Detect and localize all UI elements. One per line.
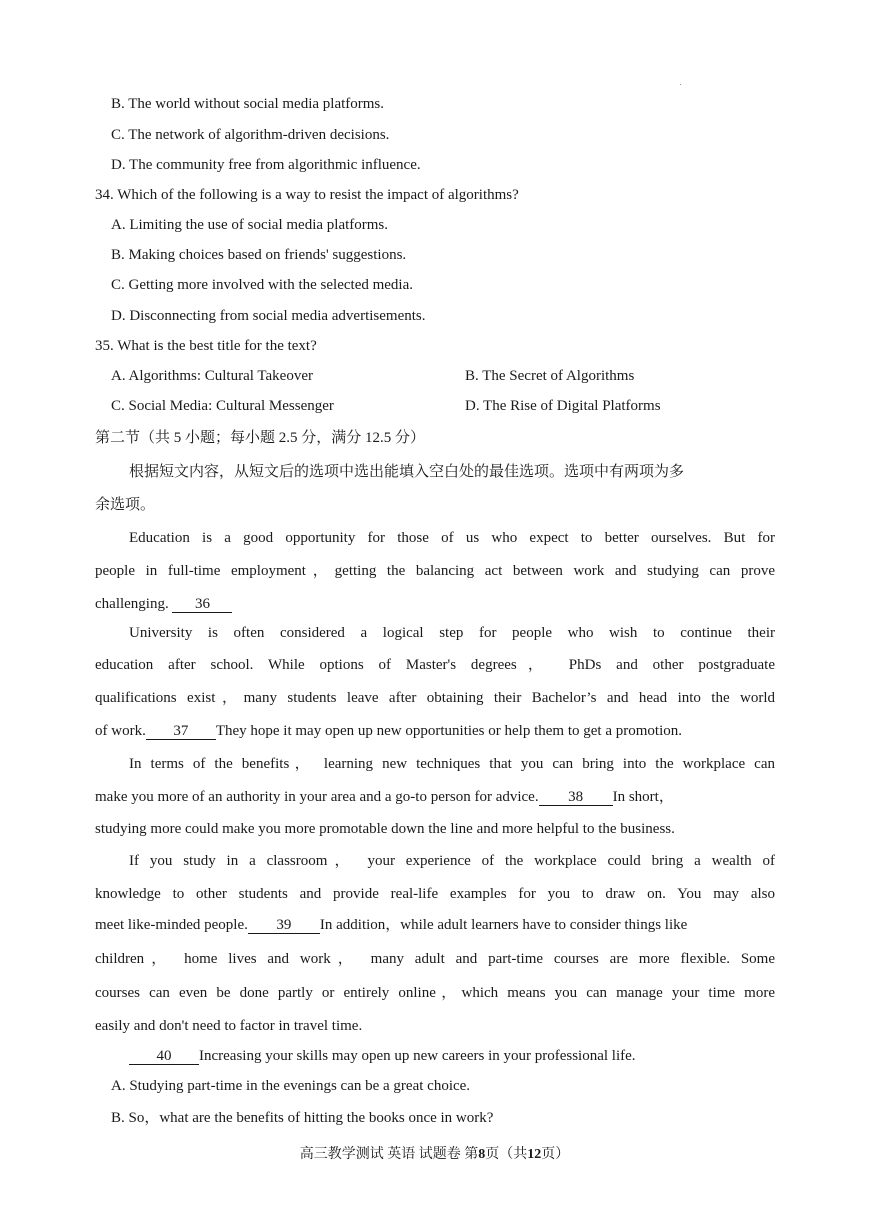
passage-p4-line6: easily and don't need to factor in travel time.	[95, 1018, 363, 1034]
q35-stem: 35. What is the best title for the text?	[95, 338, 317, 354]
passage-p4-line3	[95, 915, 687, 935]
q33-option-d: D. The community free from algorithmic influence.	[111, 157, 421, 173]
passage-p4-line4: children， home lives and work， many adult and part-time courses are more flexible. Some	[95, 951, 775, 967]
passage-text: In addition，while adult learners have to consider things like	[319, 917, 688, 933]
passage-p3-line3: studying more could make you more promotable down the line and more helpful to the business.	[95, 821, 675, 837]
passage-text: In short，	[612, 789, 674, 805]
footer-text: 高三教学测试 英语 试题卷 第	[299, 1147, 479, 1162]
q33-option-b: B. The world without social media platforms.	[111, 96, 385, 112]
footer-text: 页（共	[485, 1147, 528, 1162]
footer-total-pages: 12	[527, 1147, 542, 1162]
q35-option-b: B. The Secret of Algorithms	[465, 368, 635, 384]
passage-p1-line2: people in full-time employment，getting the balancing act between work and studying can prove	[95, 563, 775, 579]
answer-option-a: A. Studying part-time in the evenings can be a great choice.	[111, 1078, 471, 1094]
passage-text: of work.	[95, 723, 146, 739]
q33-option-c: C. The network of algorithm-driven decisions.	[111, 127, 390, 143]
blank-36: 36	[172, 596, 232, 613]
passage-p1-line3	[95, 594, 232, 614]
blank-39: 39	[248, 917, 320, 934]
footer-text: 页）	[541, 1147, 570, 1162]
passage-p5-line1	[129, 1046, 636, 1066]
passage-text: They hope it may open up new opportunities or help them to get a promotion.	[215, 723, 682, 739]
blank-38: 38	[539, 789, 613, 806]
q35-option-d: D. The Rise of Digital Platforms	[465, 398, 661, 414]
passage-p4-line2: knowledge to other students and provide real-life examples for you to draw on. You may also	[95, 886, 775, 902]
passage-text: make you more of an authority in your area and a go-to person for advice.	[95, 789, 539, 805]
passage-text: Increasing your skills may open up new careers in your professional life.	[199, 1048, 636, 1064]
scan-speck	[680, 84, 681, 85]
section2-instruction-line2: 余选项。	[95, 497, 156, 513]
page-footer	[0, 1145, 869, 1165]
passage-p3-line1: In terms of the benefits， learning new techniques that you can bring into the workplace can	[129, 756, 775, 772]
passage-p2-line4	[95, 721, 682, 741]
q34-option-d: D. Disconnecting from social media advertisements.	[111, 308, 426, 324]
blank-40: 40	[129, 1048, 199, 1065]
passage-p4-line1: If you study in a classroom， your experience of the workplace could bring a wealth of	[129, 853, 775, 869]
q34-option-a: A. Limiting the use of social media platforms.	[111, 217, 389, 233]
q35-option-c: C. Social Media: Cultural Messenger	[111, 398, 334, 414]
passage-p2-line1: University is often considered a logical step for people who wish to continue their	[129, 625, 775, 641]
section2-instruction-line1: 根据短文内容，从短文后的选项中选出能填入空白处的最佳选项。选项中有两项为多	[129, 464, 685, 480]
passage-p4-line5: courses can even be done partly or entirely online，which means you can manage your time more	[95, 985, 775, 1001]
passage-text: challenging.	[95, 596, 169, 612]
section2-heading: 第二节（共 5 小题；每小题 2.5 分，满分 12.5 分）	[95, 430, 426, 446]
blank-37: 37	[146, 723, 216, 740]
passage-text: meet like-minded people.	[95, 917, 248, 933]
q34-option-b: B. Making choices based on friends' suggestions.	[111, 247, 407, 263]
passage-p2-line2: education after school. While options of Master's degrees， PhDs and other postgraduate	[95, 657, 775, 673]
footer-page-number: 8	[478, 1147, 486, 1162]
q34-stem: 34. Which of the following is a way to resist the impact of algorithms?	[95, 187, 519, 203]
answer-option-b: B. So，what are the benefits of hitting the books once in work?	[111, 1110, 494, 1126]
passage-p3-line2	[95, 787, 674, 807]
passage-p2-line3: qualifications exist，many students leave after obtaining their Bachelor’s and head into the world	[95, 690, 775, 706]
passage-p1-line1: Education is a good opportunity for those of us who expect to better ourselves. But for	[129, 530, 775, 546]
q34-option-c: C. Getting more involved with the selected media.	[111, 277, 414, 293]
q35-option-a: A. Algorithms: Cultural Takeover	[111, 368, 313, 384]
